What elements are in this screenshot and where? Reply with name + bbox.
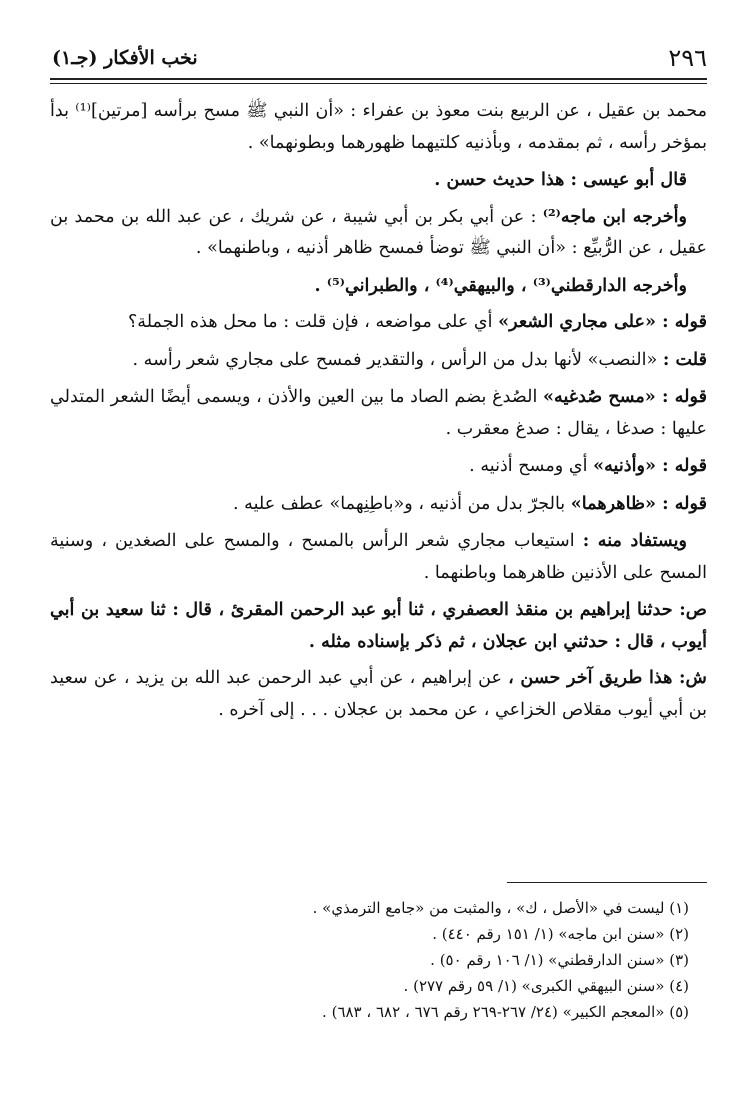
page-number: ٢٩٦ — [668, 44, 707, 72]
paragraph-5 — [50, 306, 707, 339]
paragraph-8-lead: قوله : «وأذنيه» — [593, 455, 707, 476]
running-title: نخب الأفكار (جـ١) — [52, 47, 198, 69]
header-rule-thick — [50, 78, 707, 80]
paragraph-6-lead: قلت : — [662, 348, 707, 370]
paragraph-12-body: عن إبراهيم ، عن أبي عبد الرحمن عبد الله بن يزيد ، عن سعيد بن أبي أيوب مقلاص الخزاعي ، عن محمد بن عجلان . . . إلى آخره . — [50, 668, 707, 720]
paragraph-3-lead: وأخرجه ابن ماجه⁽²⁾ — [542, 205, 687, 227]
paragraph-7-body: الصُدغ بضم الصاد ما بين العين والأذن ، ويسمى أيضًا الشعر المتدلي عليها : صدغا ، يقال : صدغ معقرب . — [50, 387, 707, 439]
paragraph-12 — [50, 662, 707, 726]
paragraph-3 — [50, 201, 707, 265]
footnotes — [50, 895, 707, 1025]
paragraph-11: ص: حدثنا إبراهيم بن منقذ العصفري ، ثنا أبو عبد الرحمن المقرئ ، قال : ثنا سعيد بن أبي أيوب ، قال : حدثني ابن عجلان ، ثم ذكر بإسناده مثله . — [50, 599, 707, 652]
footnote-2: (٢) «سنن ابن ماجه» (١/ ١٥١ رقم ٤٤٠) . — [432, 925, 689, 943]
paragraph-10 — [50, 525, 707, 589]
paragraph-9 — [50, 488, 707, 521]
paragraph-6-body: «النصب» لأنها بدل من الرأس ، والتقدير فمسح على مجاري شعر رأسه . — [132, 349, 663, 370]
paragraph-8-body: أي ومسح أذنيه . — [469, 456, 594, 476]
paragraph-10-lead: ويستفاد منه : — [582, 530, 687, 551]
paragraph-1: محمد بن عقيل ، عن الربيع بنت معوذ بن عفراء : «أن النبي ﷺ مسح برأسه [مرتين]⁽¹⁾ بدأ بمؤخر رأسه ، ثم بمقدمه ، وبأذنيه كلتيهما ظهورهما وبطونهما» . — [50, 101, 707, 153]
footnote-4: (٤) «سنن البيهقي الكبرى» (١/ ٥٩ رقم ٢٧٧) . — [403, 977, 689, 995]
paragraph-7-lead: قوله : «مسح صُدغيه» — [543, 386, 708, 407]
paragraph-5-body: أي على مواضعه ، فإن قلت : ما محل هذه الجملة؟ — [127, 312, 499, 332]
paragraph-7 — [50, 381, 707, 445]
footnote-5: (٥) «المعجم الكبير» (٢٤/ ٢٦٧-٢٦٩ رقم ٦٧٦ ، ٦٨٢ ، ٦٨٣) . — [322, 1003, 689, 1021]
paragraph-2: قال أبو عيسى : هذا حديث حسن . — [434, 169, 687, 190]
paragraph-10-body: استيعاب مجاري شعر الرأس بالمسح ، والمسح على الصغدين ، وسنية المسح على الأذنين ظاهرهما وباطنهما . — [50, 531, 707, 583]
paragraph-3-body: : عن أبي بكر بن أبي شيبة ، عن شريك ، عن عبد الله بن محمد بن عقيل ، عن الرُّبيِّع : «أن النبي ﷺ توضأ فمسح ظاهر أذنيه ، وباطنهما» . — [50, 206, 707, 258]
footnote-separator — [507, 882, 707, 883]
paragraph-9-body: بالجرّ بدل من أذنيه ، و«باطِنِهما» عطف عليه . — [232, 493, 571, 514]
paragraph-5-lead: قوله : «على مجاري الشعر» — [498, 311, 707, 332]
footnote-3: (٣) «سنن الدارقطني» (١/ ١٠٦ رقم ٥٠) . — [430, 951, 689, 969]
header-rule-thin — [50, 83, 707, 84]
paragraph-4: وأخرجه الدارقطني⁽³⁾ ، والبيهقي⁽⁴⁾ ، والطبراني⁽⁵⁾ . — [314, 274, 687, 296]
main-text — [50, 96, 707, 731]
page-header — [52, 40, 707, 76]
footnote-1: (١) ليست في «الأصل ، ك» ، والمثبت من «جامع الترمذي» . — [312, 899, 689, 917]
paragraph-6 — [50, 344, 707, 377]
paragraph-8 — [50, 450, 707, 483]
paragraph-12-lead: ش: هذا طريق آخر حسن ، — [508, 667, 707, 688]
paragraph-9-lead: قوله : «ظاهرهما» — [570, 492, 707, 514]
